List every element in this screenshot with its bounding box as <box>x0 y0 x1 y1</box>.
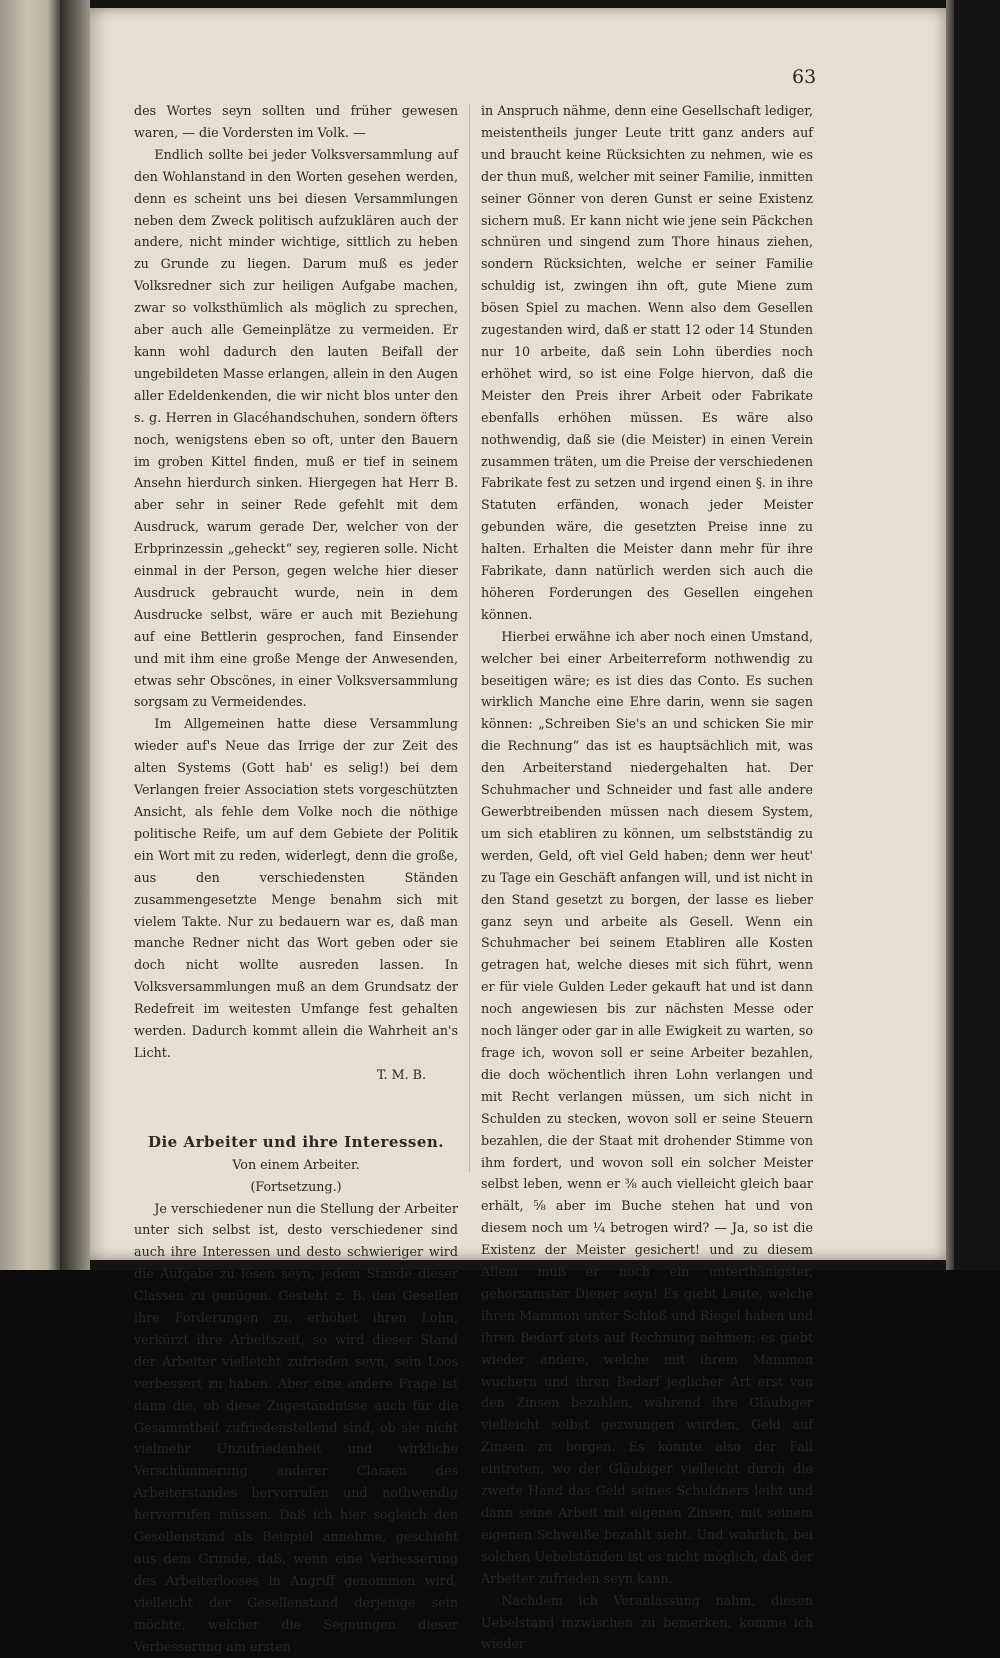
paragraph: Endlich sollte bei jeder Volksversammlung auf den Wohlanstand in den Worten gesehen werden, denn es scheint uns bei diesen Versammlungen neben dem Zweck politisch aufzuklären auch der andere, nicht minder wichtige, sittlich zu heben zu Grunde zu liegen. Darum muß es jeder Volksredner sich zur heiligen Aufgabe machen, zwar so volksthümlich als möglich zu sprechen, aber auch alle Gemeinplätze zu vermeiden. Er kann wohl dadurch den lauten Beifall der ungebildeten Masse erlangen, allein in den Augen aller Edeldenkenden, die wir nicht blos unter den s. g. Herren in Glacéhandschuhen, sondern öfters noch, wenigstens eben so oft, unter den Bauern im groben Kittel finden, muß er tief in seinem Ansehn hierdurch sinken. Hiergegen hat Herr B. aber sehr in seiner Rede gefehlt mit dem Ausdruck, warum gerade Der, welcher von der Erbprinzessin „geheckt“ sey, regieren solle. Nicht einmal in der Person, gegen welche hier dieser Ausdruck gebraucht wurde, nein in dem Ausdrucke selbst, wäre er auch mit Beziehung auf eine Bettlerin gesprochen, fand Einsender und mit ihm eine große Menge der Anwesenden, etwas sehr Obscönes, in einer Volksversammlung sorgsam zu Vermeidendes. <box>134 146 458 710</box>
column-divider <box>469 104 470 1172</box>
book-gutter <box>60 0 90 1270</box>
paragraph: Im Allgemeinen hatte diese Versammlung wieder auf's Neue das Irrige der zur Zeit des alten Systems (Gott hab' es selig!) bei dem Verlangen freier Association stets vorgeschützten Ansicht, als fehle dem Volke noch die nöthige politische Reife, um auf dem Gebiete der Politik ein Wort mit zu reden, widerlegt, denn die große, aus den verschiedensten Ständen zusammengesetzte Menge benahm sich mit vielem Takte. Nur zu bedauern war es, daß man manche Redner nicht das Wort geben oder sie doch nicht wollte ausreden lassen. In Volksversammlungen muß an dem Grundsatz der Redefreit im weitesten Umfange fest gehalten werden. Dadurch kommt allein die Wahrheit an's Licht. <box>134 716 458 1060</box>
paragraph: Je verschiedener nun die Stellung der Arbeiter unter sich selbst ist, desto verschiedener sind auch ihre Interessen und desto schwieriger wird die Aufgabe zu lösen seyn, jedem Stande dieser Classen zu genügen. Gesteht z. B. den Gesellen ihre Forderungen zu, erhöhet ihren Lohn, verkürzt ihre Arbeitszeit, so wird dieser Stand der Arbeiter vielleicht zufrieden seyn, sein Loos verbessert zu haben. Aber eine andere Frage ist dann die, ob diese Zugeständnisse auch für die Gesammtheit zufriedenstellend sind, ob sie nicht vielmehr Unzufriedenheit und wirkliche Verschlimmerung anderer Classen des Arbeiterstandes hervorrufen und nothwendig hervorrufen müssen. Daß ich hier sogleich den Gesellenstand als Beispiel annehme, geschieht aus dem Grunde, daß, wenn eine Verbesserung des Arbeiterlooses in Angriff genommen wird, vielleicht der Gesellenstand derjenige sein möchte, welcher die Segnungen dieser Verbesserung am ersten <box>134 1200 458 1654</box>
page-right-edge <box>946 0 954 1270</box>
page-number: 63 <box>792 66 817 88</box>
signature: T. M. B. <box>376 1066 426 1082</box>
spacer <box>134 1086 458 1126</box>
paragraph: Hierbei erwähne ich aber noch einen Umstand, welcher bei einer Arbeiterreform nothwendig zu beseitigen wäre; es ist dies das Conto. Es suchen wirklich Manche eine Ehre darin, wenn sie sagen können: „Schreiben Sie's an und schicken Sie mir die Rechnung“ das ist es hauptsächlich mit, was den Arbeiterstand niedergehalten hat. Der Schuhmacher und Schneider und fast alle andere Gewerbtreibenden müssen nach diesem System, um sich etabliren zu können, um selbstständig zu werden, Geld, oft viel Geld haben; denn wer heut' zu Tage ein Geschäft anfangen will, und ist nicht in den Stand gesetzt zu borgen, der lasse es lieber ganz seyn und arbeite als Gesell. Wenn ein Schuhmacher bei seinem Etabliren alle Kosten getragen hat, welche dieses mit sich führt, wenn er für viele Gulden Leder gekauft hat und ist dann noch angewiesen bis zur nächsten Messe oder noch länger oder gar in alle Ewigkeit zu warten, so frage ich, wovon soll er seine Arbeiter bezahlen, die doch wöchentlich ihren Lohn verlangen und mit Recht verlangen müssen, um sich nicht in Schulden zu stecken, wovon soll er seine Steuern bezahlen, die der Staat mit drohender Stimme von ihm fordert, und wovon soll ein solcher Meister selbst leben, wenn er ⅜ auch vielleicht gleich baar erhält, ⅝ aber im Buche stehen hat und von diesem noch um ¼ betrogen wird? — Ja, so ist die Existenz der Meister gesichert! und zu diesem Allem muß er noch ein unterthänigster, gehorsamster Diener seyn! Es giebt Leute, welche ihren Mammon unter Schloß und Riegel haben und ihren Bedarf stets auf Rechnung nehmen; es giebt wieder andere, welche mit ihrem Mammon wuchern und ihren Bedarf jeglicher Art erst von den Zinsen bezahlen, während ihre Gläubiger vielleicht selbst gezwungen wurden, Geld auf Zinsen zu borgen. Es könnte also der Fall eintreten, wo der Gläubiger vielleicht durch die zweite Hand das Geld seines Schuldners leiht und dann seine Arbeit mit eigenen Zinsen, mit seinem eigenen Schweiße bezahlt sieht. Und wahrlich, bei solchen Uebelständen ist es nicht möglich, daß der Arbeiter zufrieden seyn kann. <box>481 628 813 1586</box>
left-column <box>134 100 458 1658</box>
byline: Von einem Arbeiter. <box>232 1156 360 1172</box>
article-title: Die Arbeiter und ihre Interessen. <box>147 1132 445 1151</box>
paragraph: in Anspruch nähme, denn eine Gesellschaft lediger, meistentheils junger Leute tritt ganz anders auf und braucht keine Rücksichten zu nehmen, wie es der thun muß, welcher mit seiner Familie, inmitten seiner Gönner von deren Gunst er seine Existenz sichern muß. Er kann nicht wie jene sein Päckchen schnüren und singend zum Thore hinaus ziehen, sondern Rücksichten, welche er seiner Familie schuldig ist, zwingen ihn oft, gute Miene zum bösen Spiel zu machen. Wenn also dem Gesellen zugestanden wird, daß er statt 12 oder 14 Stunden nur 10 arbeite, daß sein Lohn überdies noch erhöhet wird, so ist eine Folge hiervon, daß die Meister den Preis ihrer Arbeit oder Fabrikate ebenfalls erhöhen müssen. Es wäre also nothwendig, daß sie (die Meister) in einen Verein zusammen träten, um die Preise der verschiedenen Fabrikate fest zu setzen und irgend einen §. in ihre Statuten erfänden, wonach jeder Meister gebunden wäre, die gesetzten Preise inne zu halten. Erhalten die Meister dann mehr für ihre Fabrikate, dann natürlich werden sich auch die höheren Forderungen des Gesellen eingehen können. <box>481 103 813 622</box>
paragraph: Nachdem ich Veranlassung nahm, diesen Uebelstand inzwischen zu bemerken, komme ich wieder <box>481 1592 813 1652</box>
paragraph: des Wortes seyn sollten und früher gewesen waren, — die Vordersten im Volk. — <box>134 103 458 140</box>
previous-page-edge <box>0 0 60 1270</box>
right-column <box>481 100 813 1655</box>
continuation-note: (Fortsetzung.) <box>250 1178 342 1194</box>
